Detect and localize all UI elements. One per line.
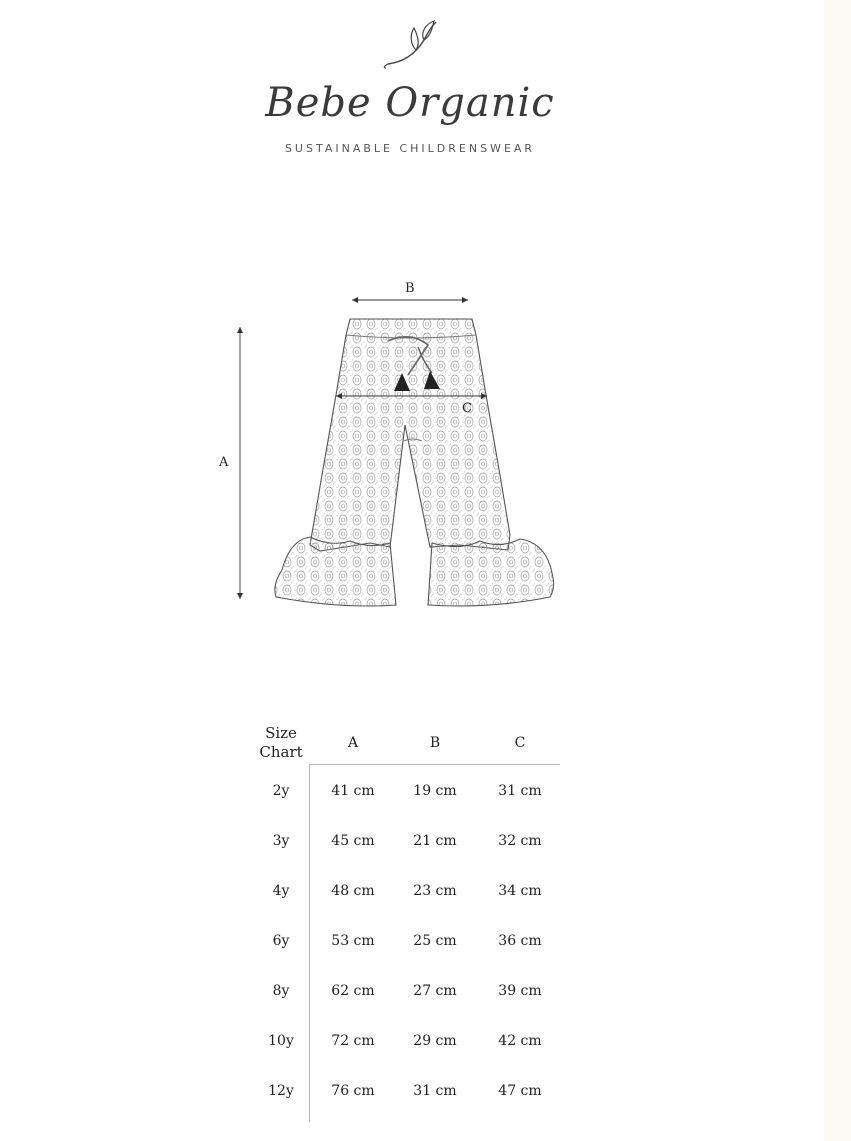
size-chart-title-line1: Size (265, 724, 297, 742)
pants-illustration (210, 275, 570, 615)
column-header-c: C (514, 735, 526, 751)
table-cell: 76 cm (331, 1083, 375, 1099)
table-cell: 47 cm (498, 1083, 542, 1099)
table-cell: 48 cm (331, 883, 375, 899)
table-cell: 41 cm (331, 783, 375, 799)
table-column-divider (309, 764, 310, 1122)
table-cell: 45 cm (331, 833, 375, 849)
table-cell: 42 cm (498, 1033, 542, 1049)
table-cell: 34 cm (498, 883, 542, 899)
row-size-label: 3y (272, 833, 290, 849)
dimension-label-c: C (462, 401, 472, 416)
table-header-divider (310, 764, 560, 765)
column-header-a: A (347, 735, 359, 751)
table-cell: 32 cm (498, 833, 542, 849)
page-edge-strip (824, 0, 851, 1141)
table-cell: 39 cm (498, 983, 542, 999)
row-size-label: 10y (268, 1033, 294, 1049)
size-chart-title-line2: Chart (259, 743, 303, 761)
row-size-label: 2y (272, 783, 290, 799)
dimension-label-b: B (405, 281, 415, 296)
table-cell: 25 cm (413, 933, 457, 949)
leaf-sprig-icon (380, 18, 450, 73)
brand-logo (0, 0, 851, 170)
row-size-label: 12y (268, 1083, 294, 1099)
table-cell: 27 cm (413, 983, 457, 999)
table-cell: 31 cm (413, 1083, 457, 1099)
row-size-label: 8y (272, 983, 290, 999)
table-cell: 31 cm (498, 783, 542, 799)
brand-name: Bebe Organic (265, 80, 555, 126)
column-header-b: B (429, 735, 441, 751)
table-cell: 29 cm (413, 1033, 457, 1049)
dimension-label-a: A (219, 455, 229, 470)
pants-diagram (210, 275, 570, 619)
brand-tagline: SUSTAINABLE CHILDRENSWEAR (284, 142, 536, 155)
table-cell: 36 cm (498, 933, 542, 949)
table-cell: 72 cm (331, 1033, 375, 1049)
table-cell: 19 cm (413, 783, 457, 799)
table-cell: 23 cm (413, 883, 457, 899)
table-cell: 53 cm (331, 933, 375, 949)
table-cell: 62 cm (331, 983, 375, 999)
size-chart-title (250, 724, 312, 762)
row-size-label: 6y (272, 933, 290, 949)
table-cell: 21 cm (413, 833, 457, 849)
row-size-label: 4y (272, 883, 290, 899)
